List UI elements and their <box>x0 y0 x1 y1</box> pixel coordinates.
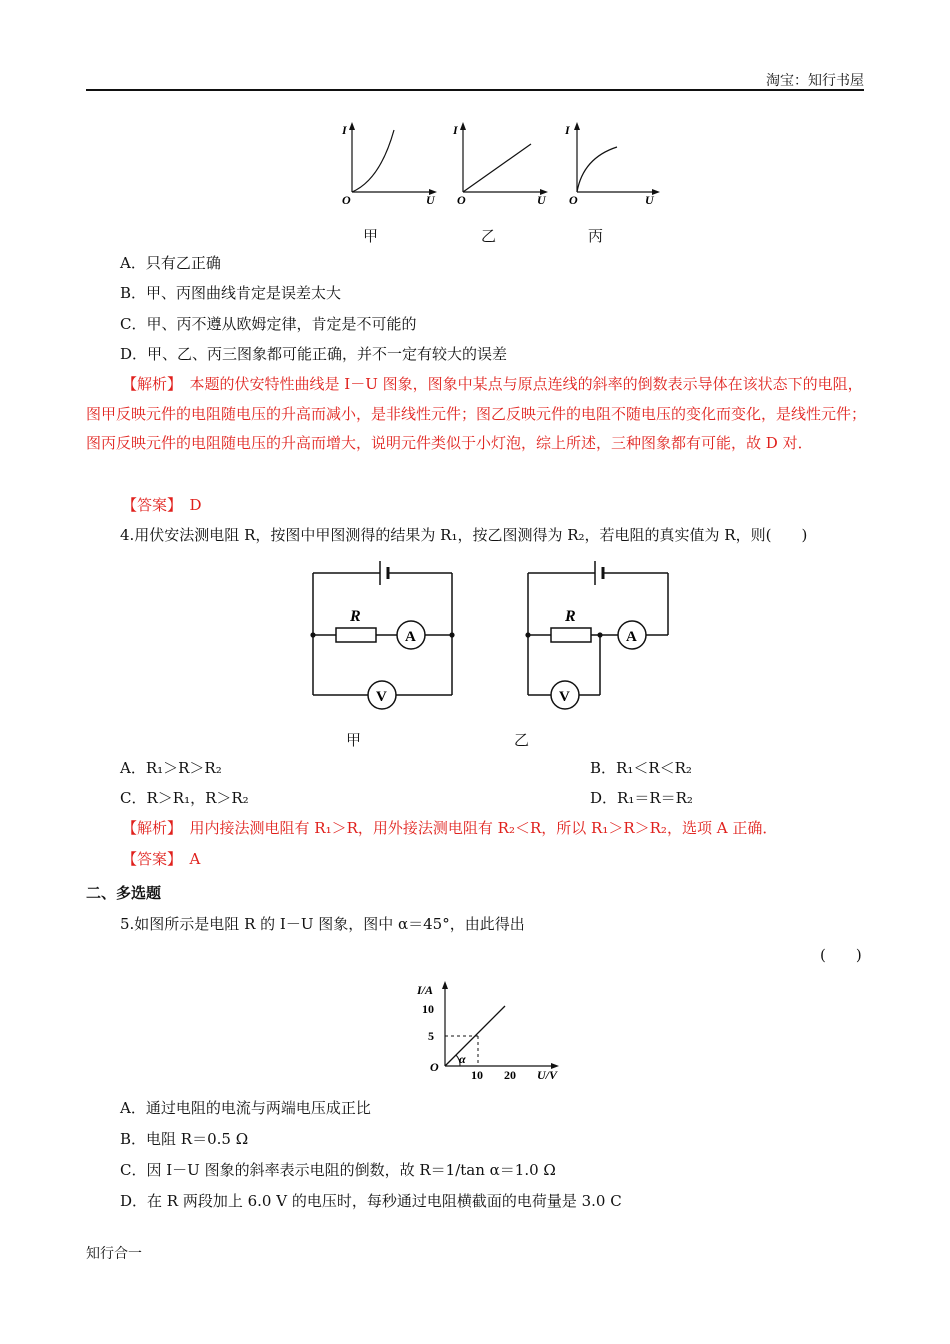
q3-option-c: C．甲、丙不遵从欧姆定律，肯定是不可能的 <box>120 315 417 333</box>
origin-label: O <box>342 193 351 207</box>
q3-option-b: B．甲、丙图曲线肯定是误差太大 <box>120 284 342 302</box>
answer-label: 【答案】 <box>122 850 175 868</box>
caption-jia: 甲 <box>363 227 379 245</box>
x-tick-10: 10 <box>471 1068 483 1082</box>
q4-stem: 4.用伏安法测电阻 R，按图中甲图测得的结果为 R₁，按乙图测得为 R₂，若电阻的真实值为 R，则( ) <box>120 526 808 544</box>
q5-option-a: A．通过电阻的电流与两端电压成正比 <box>120 1099 371 1117</box>
graph-bing <box>565 120 675 210</box>
q3-option-a: A．只有乙正确 <box>120 254 221 272</box>
resistor-label: R <box>350 608 361 625</box>
q5-option-b: B．电阻 R＝0.5 Ω <box>120 1130 249 1148</box>
axis-u-label: U <box>426 193 435 207</box>
q5-paren: ( ) <box>820 946 862 964</box>
axis-i-label: I <box>565 123 570 137</box>
axis-i-label: I <box>453 123 458 137</box>
origin-label: O <box>569 193 578 207</box>
x-axis-label: U/V <box>537 1068 558 1082</box>
q4-option-c: C．R＞R₁，R＞R₂ <box>120 789 249 807</box>
analysis-label: 【解析】 <box>122 819 175 837</box>
q4-option-d: D．R₁＝R＝R₂ <box>590 789 693 807</box>
ammeter-label: A <box>405 629 416 645</box>
q4-analysis <box>122 817 777 839</box>
x-tick-20: 20 <box>504 1068 516 1082</box>
header-rule <box>86 89 864 91</box>
analysis-text: 用内接法测电阻有 R₁＞R，用外接法测电阻有 R₂＜R，所以 R₁＞R＞R₂，选项 A 正确． <box>189 819 778 837</box>
q5-graph <box>412 978 582 1088</box>
resistor-label: R <box>565 608 576 625</box>
voltmeter-label: V <box>376 689 387 705</box>
graph-yi <box>453 120 563 210</box>
section-title: 二、多选题 <box>86 884 162 902</box>
axis-u-label: U <box>537 193 546 207</box>
q4-option-b: B．R₁＜R＜R₂ <box>590 759 692 777</box>
caption-yi: 乙 <box>481 227 497 245</box>
origin-label: O <box>457 193 466 207</box>
q4-answer <box>122 848 200 870</box>
answer-label: 【答案】 <box>122 496 175 514</box>
y-tick-10: 10 <box>422 1002 434 1016</box>
footer-text: 知行合一 <box>86 1246 142 1262</box>
axis-u-label: U <box>645 193 654 207</box>
q5-option-d: D．在 R 两段加上 6.0 V 的电压时，每秒通过电阻横截面的电荷量是 3.0 C <box>120 1192 622 1210</box>
circuit-jia <box>300 555 470 705</box>
analysis-text: 本题的伏安特性曲线是 I－U 图象，图象中某点与原点连线的斜率的倒数表示导体在该状态下的电阻，图甲反映元件的电阻随电压的升高而减小，是非线性元件；图乙反映元件的电阻不随电压的变化而变化，是线性元件；图丙反映元件的电阻随电压的升高而增大，说明元件类似于小灯泡，综上所述，三种图象都有可能，故 D 对． <box>86 375 867 452</box>
q5-stem: 5.如图所示是电阻 R 的 I－U 图象，图中 α＝45°，由此得出 <box>120 915 525 933</box>
y-tick-5: 5 <box>428 1029 434 1043</box>
y-axis-label: I/A <box>417 983 434 997</box>
caption-bing: 丙 <box>588 227 604 245</box>
q3-option-d: D．甲、乙、丙三图象都可能正确，并不一定有较大的误差 <box>120 345 508 363</box>
answer-value: A <box>189 850 201 868</box>
voltmeter-label: V <box>559 689 570 705</box>
ammeter-label: A <box>626 629 637 645</box>
q5-option-c: C．因 I－U 图象的斜率表示电阻的倒数，故 R＝1/tan α＝1.0 Ω <box>120 1161 556 1179</box>
circuit-yi <box>515 555 685 705</box>
axis-i-label: I <box>342 123 347 137</box>
q3-analysis <box>86 370 876 459</box>
graph-jia <box>340 120 450 210</box>
answer-value: D <box>189 496 202 514</box>
header-brand: 淘宝：知行书屋 <box>766 73 864 89</box>
angle-label: α <box>459 1052 466 1066</box>
caption-circuit-yi: 乙 <box>514 731 530 749</box>
analysis-label: 【解析】 <box>122 375 175 393</box>
origin-label: O <box>430 1060 439 1074</box>
caption-circuit-jia: 甲 <box>346 731 362 749</box>
q4-option-a: A．R₁＞R＞R₂ <box>120 759 222 777</box>
q3-answer <box>122 494 202 516</box>
